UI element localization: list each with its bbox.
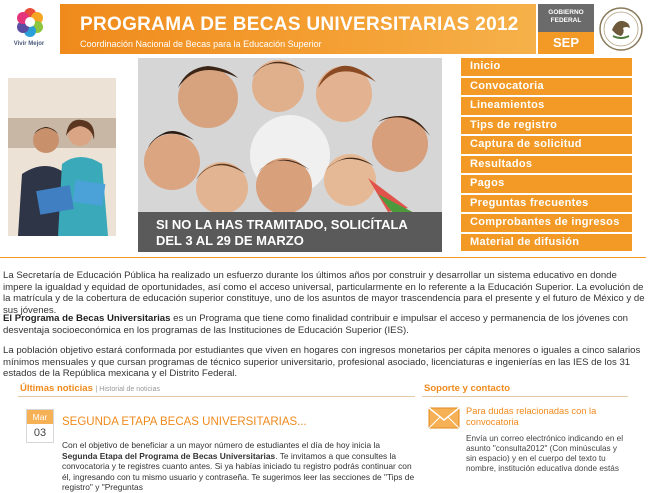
section-divider [0,257,646,258]
news-date-day: 03 [33,427,47,439]
banner-title: PROGRAMA DE BECAS UNIVERSITARIAS 2012 [80,14,519,35]
envelope-icon [428,407,460,429]
news-header-title: Últimas noticias [20,383,93,394]
news-header [20,383,160,394]
news-date-badge [26,409,54,443]
intro-paragraph-3: La población objetivo estará conformada por estudiantes que viven en hogares con ingresos monetarios per cápita menores o iguales a cinco salarios mínimos mensuales y que cursan programas de técnico superior universitario, profesional asociado, licenciaturas e ingenierías en las IES de los 31 estados de la República mexicana y el Distrito Federal. [3,345,641,379]
news-item-title[interactable]: SEGUNDA ETAPA BECAS UNIVERSITARIAS... [62,416,307,428]
news-date-month: Mar [27,410,53,424]
menu-item-lineamientos[interactable]: Lineamientos [461,97,632,115]
banner-subtitle: Coordinación Nacional de Becas para la Educación Superior [80,39,322,49]
program-name-bold: El Programa de Becas Universitarias [3,313,171,324]
flower-logo-icon [14,6,46,38]
menu-item-preguntas-frecuentes[interactable]: Preguntas frecuentes [461,195,632,213]
sep-label: SEP [538,32,594,54]
hero-caption [138,212,442,252]
logo-text: Vivir Mejor [13,41,45,47]
news-item-body [62,440,417,493]
menu-item-material-de-difusion[interactable]: Material de difusión [461,234,632,252]
news-body-bold: Segunda Etapa del Programa de Becas Universitarias [62,450,276,461]
hero-photo[interactable] [138,58,442,252]
news-body-text-2: . Te invitamos a que consultes la convocatoria y te registres cuanto antes. Si ya habías iniciado tu registro podrás continuar con él, ingresando con tu mismo usuario y contraseña. Te sugerimos leer las secciones de "Tips de registro" y "Preguntas [62,450,415,492]
vivir-mejor-logo[interactable] [0,0,58,58]
support-header-line [422,396,628,397]
main-menu [461,58,632,253]
gov-line1: GOBIERNO [548,9,584,16]
program-banner [60,4,536,54]
news-header-line [18,396,415,397]
menu-item-inicio[interactable]: Inicio [461,58,632,76]
support-title-link[interactable]: Para dudas relacionadas con la convocatoria [466,406,597,427]
intro-paragraph-2 [3,313,645,336]
news-history-link[interactable]: | Historial de noticias [95,386,160,393]
menu-item-comprobantes-de-ingresos[interactable]: Comprobantes de ingresos [461,214,632,232]
support-body: Envía un correo electrónico indicando en el asunto "consulta2012" (Con minúsculas y sin espacio) y en el cuerpo del texto tu nombre, institución educativa donde estás [466,434,624,473]
intro-paragraph-1: La Secretaría de Educación Pública ha realizado un esfuerzo durante los últimos años por construir y desarrollar un sistema educativo en donde impere la igualdad y equidad de oportunidades, así como el acceso universal, particularmente en lo referente a la Educación Superior. La evolución de la matrícula y de la cobertura de educación superior constituye, uno de los asuntos de mayor trascendencia para el presente y el futuro de México y de sus jóvenes. [3,270,645,316]
menu-item-resultados[interactable]: Resultados [461,156,632,174]
support-header: Soporte y contacto [424,383,511,394]
menu-item-tips-de-registro[interactable]: Tips de registro [461,117,632,135]
hero-caption-line1: SI NO LA HAS TRAMITADO, SOLICÍTALA [156,217,408,232]
mexico-coat-of-arms-icon [598,6,644,52]
menu-item-convocatoria[interactable]: Convocatoria [461,78,632,96]
students-photo-illustration [8,78,116,236]
hero-caption-line2: DEL 3 AL 29 DE MARZO [156,233,304,248]
students-photo [8,78,116,236]
gobierno-federal-sep-logo[interactable] [538,4,594,54]
news-body-text-1: Con el objetivo de beneficiar a un mayor número de estudiantes el día de hoy inicia la [62,440,380,450]
intro-paragraph-2-text: es un Programa que tiene como finalidad contribuir e impulsar el acceso y permanencia de los jóvenes con desventaja socioeconómica en los programas de las Instituciones de Educación Superior (IES). [3,313,629,336]
gov-line2: FEDERAL [550,17,582,24]
menu-item-pagos[interactable]: Pagos [461,175,632,193]
menu-item-captura-de-solicitud[interactable]: Captura de solicitud [461,136,632,154]
